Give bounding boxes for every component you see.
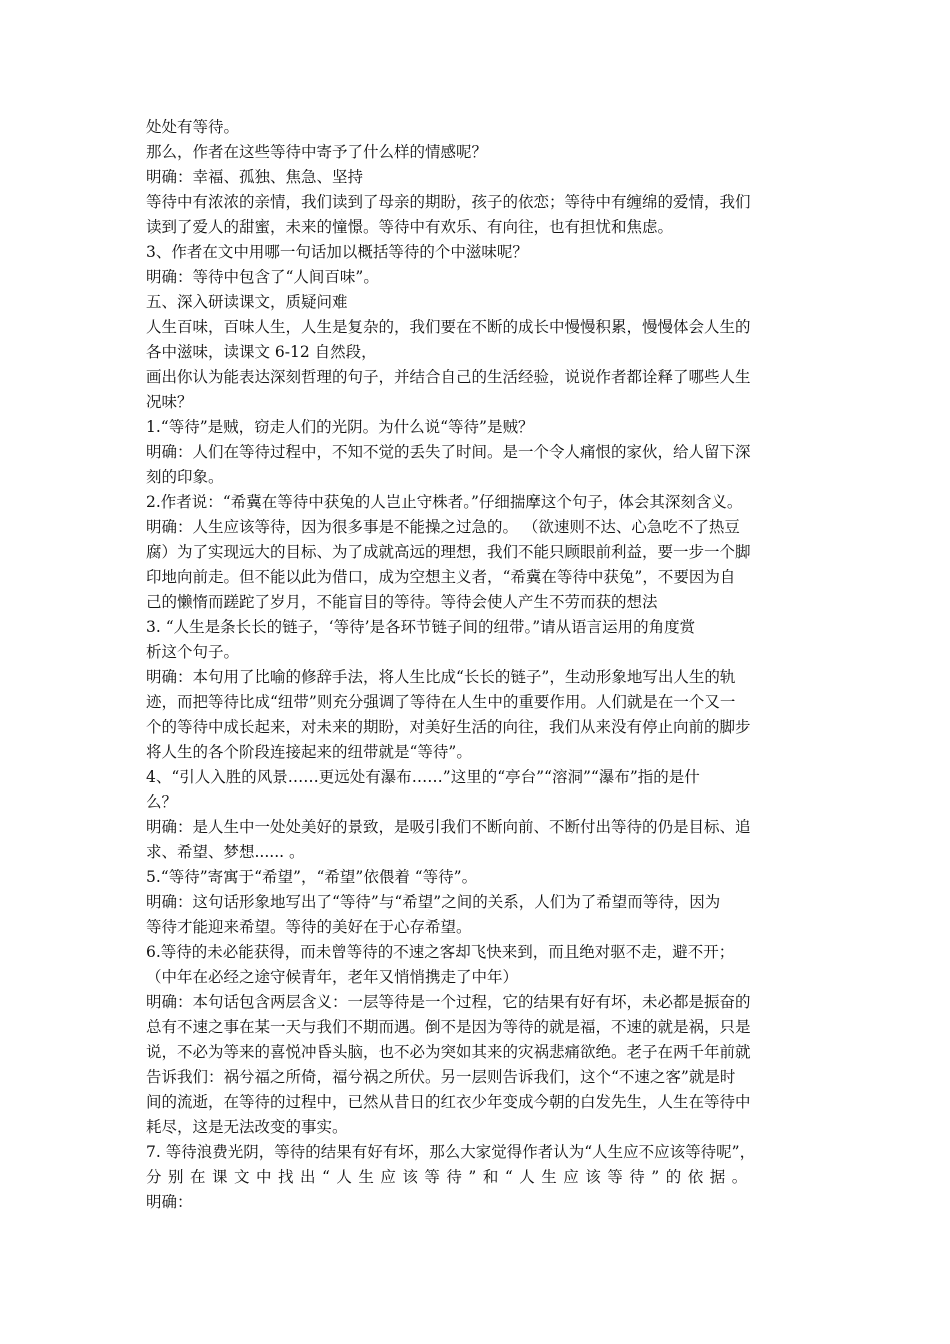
text-line: 刻的印象。 [146,468,224,486]
text-line: 明确： [146,1193,193,1211]
text-line: 迹，而把等待比成“纽带”则充分强调了等待在人生中的重要作用。人们就是在一个又一 [146,693,736,711]
text-line: 那么，作者在这些等待中寄予了什么样的情感呢？ [146,143,488,161]
text-line: 己的懒惰而蹉跎了岁月，不能盲目的等待。等待会使人产生不劳而获的想法 [146,593,658,611]
text-line: 总有不速之事在某一天与我们不期而遇。倒不是因为等待的就是福，不速的就是祸，只是 [146,1018,751,1036]
text-line: 况味？ [146,393,193,411]
text-line: 明确：人生应该等待，因为很多事是不能操之过急的。 （欲速则不达、心急吃不了热豆 [146,518,740,536]
text-line: 明确：幸福、孤独、焦急、坚持 [146,168,364,186]
question-line: 5.“等待”寄寓于“希望”，“希望”依偎着 “等待”。 [146,868,478,886]
text-line: 等待才能迎来希望。等待的美好在于心存希望。 [146,918,472,936]
question-line: 4、“引人入胜的风景……更远处有瀑布……”这里的“亭台”“溶洞”“瀑布”指的是什 [146,768,700,786]
text-line: 印地向前走。但不能以此为借口，成为空想主义者，“希冀在等待中获兔”，不要因为自 [146,568,736,586]
document-body [146,115,818,1215]
text-line: 求、希望、梦想...... 。 [146,843,305,861]
text-line: 说，不必为等来的喜悦冲昏头脑，也不必为突如其来的灾祸悲痛欲绝。老子在两千年前就 [146,1043,751,1061]
text-line: 告诉我们：祸兮福之所倚，福兮祸之所伏。另一层则告诉我们，这个“不速之客”就是时 [146,1068,736,1086]
text-line: 明确：是人生中一处处美好的景致，是吸引我们不断向前、不断付出等待的仍是目标、追 [146,818,751,836]
text-line: 明确：这句话形象地写出了“等待”与“希望”之间的关系，人们为了希望而等待，因为 [146,893,721,911]
text-line: 分别在课文中找出“人生应该等待”和“人生应该等待”的依据。 [146,1168,754,1186]
text-line: 各中滋味，读课文 6-12 自然段， [146,343,377,361]
text-line: 处处有等待。 [146,118,240,136]
text-line: 间的流逝，在等待的过程中，已然从昔日的红衣少年变成今朝的白发先生，人生在等待中 [146,1093,751,1111]
question-line: 7. 等待浪费光阴，等待的结果有好有坏，那么大家觉得作者认为“人生应不应该等待呢”， [146,1143,756,1161]
text-line: 耗尽，这是无法改变的事实。 [146,1118,348,1136]
text-line: 读到了爱人的甜蜜，未来的憧憬。等待中有欢乐、有向往，也有担忧和焦虑。 [146,218,674,236]
text-line: 3、作者在文中用哪一句话加以概括等待的个中滋味呢？ [146,243,528,261]
text-line: 画出你认为能表达深刻哲理的句子，并结合自己的生活经验，说说作者都诠释了哪些人生 [146,368,751,386]
text-line: 明确：等待中包含了“人间百味”。 [146,268,379,286]
text-line: 明确：本句用了比喻的修辞手法，将人生比成“长长的链子”，生动形象地写出人生的轨 [146,668,736,686]
section-heading: 五、深入研读课文，质疑问难 [146,293,348,311]
question-line: 6.等待的未必能获得，而未曾等待的不速之客却飞快来到，而且绝对驱不走，避不开； [146,943,735,961]
text-line: 等待中有浓浓的亲情，我们读到了母亲的期盼，孩子的依恋；等待中有缠绵的爱情，我们 [146,193,751,211]
text-line: 腐）为了实现远大的目标、为了成就高远的理想，我们不能只顾眼前利益，要一步一个脚 [146,543,751,561]
text-line: 将人生的各个阶段连接起来的纽带就是“等待”。 [146,743,472,761]
text-line: 人生百味，百味人生，人生是复杂的，我们要在不断的成长中慢慢积累，慢慢体会人生的 [146,318,751,336]
text-line: 个的等待中成长起来，对未来的期盼，对美好生活的向往，我们从来没有停止向前的脚步 [146,718,751,736]
text-line: 么？ [146,793,178,811]
question-line: 2.作者说：“希冀在等待中获兔的人岂止守株者。”仔细揣摩这个句子，体会其深刻含义。 [146,493,743,511]
text-line: 明确：本句话包含两层含义：一层等待是一个过程，它的结果有好有坏，未必都是振奋的 [146,993,751,1011]
text-line: （中年在必经之途守候青年，老年又悄悄携走了中年） [146,968,519,986]
text-line: 明确：人们在等待过程中，不知不觉的丢失了时间。是一个令人痛恨的家伙，给人留下深 [146,443,751,461]
text-line: 析这个句子。 [146,643,240,661]
question-line: 1.“等待”是贼，窃走人们的光阴。为什么说“等待”是贼？ [146,418,534,436]
question-line: 3. “人生是条长长的链子，‘等待’是各环节链子间的纽带。”请从语言运用的角度赏 [146,618,696,636]
